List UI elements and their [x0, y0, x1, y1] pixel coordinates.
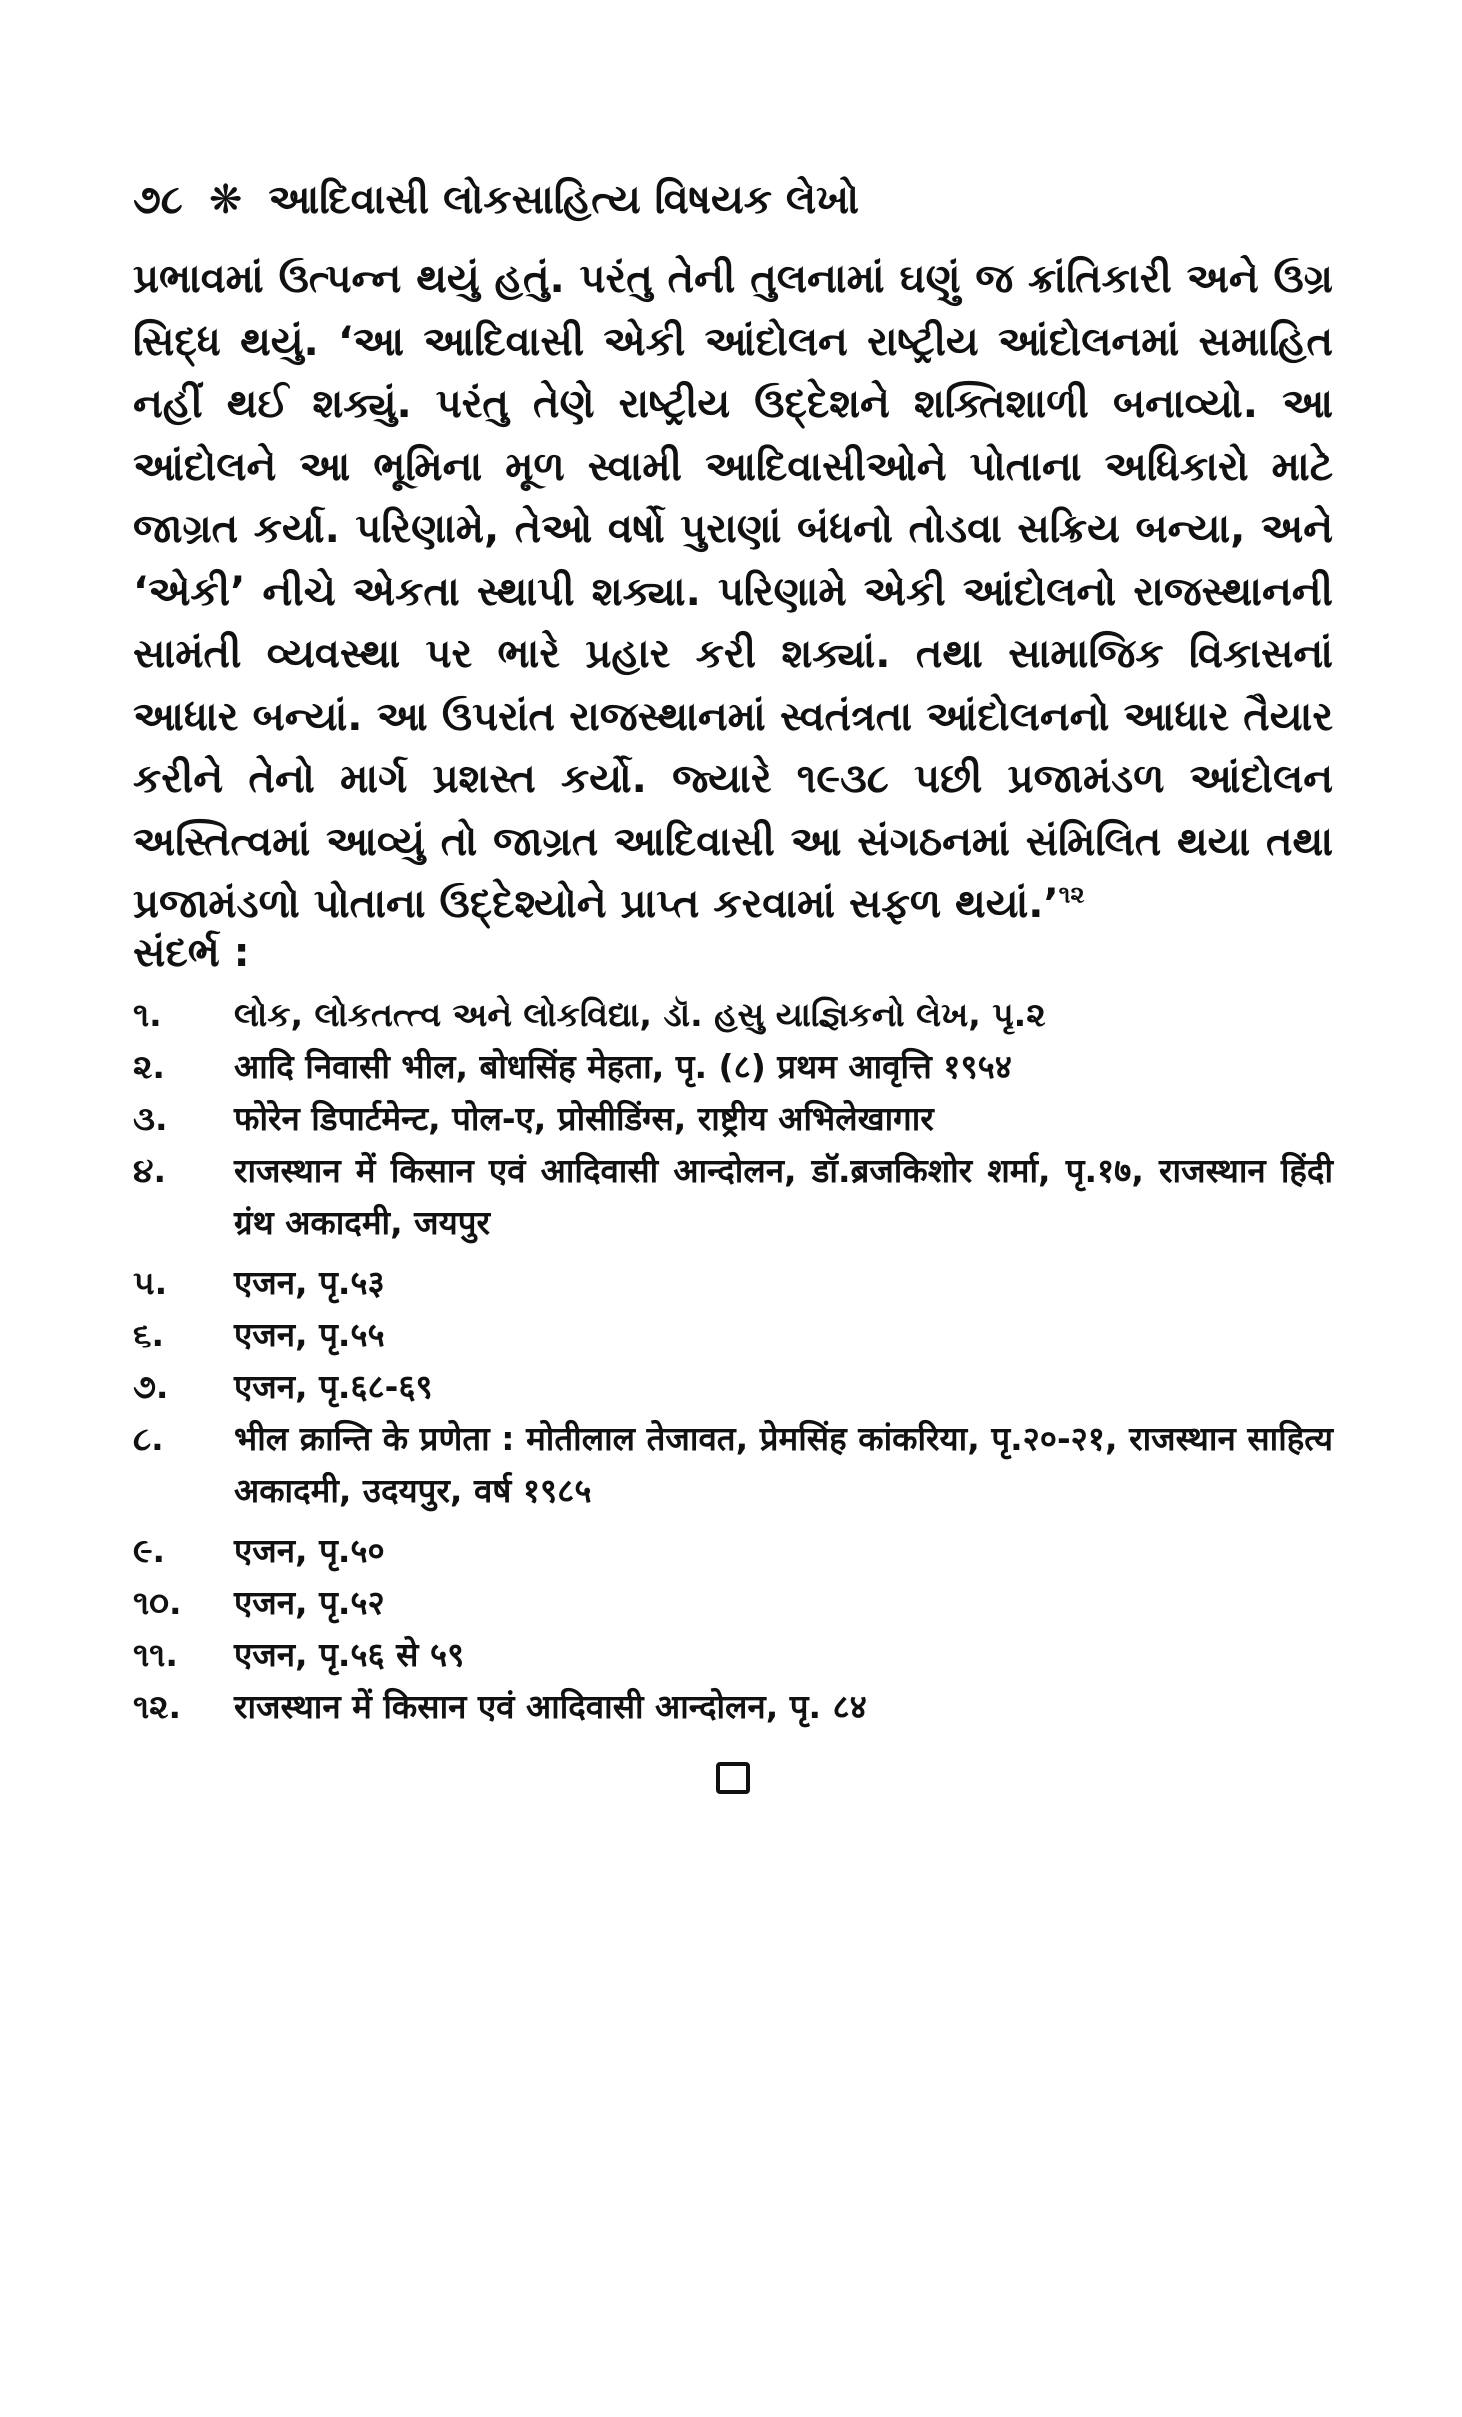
reference-text: एजन, पृ.५५ — [234, 1315, 385, 1354]
reference-number: ૧૧. — [133, 1635, 178, 1674]
reference-item — [133, 989, 1333, 1041]
reference-number: ૩. — [133, 1099, 168, 1138]
reference-text: फोरेन डिपार्टमेन्ट, पोल-ए, प्रोसीडिंग्स, राष्ट्रीय अभिलेखागार — [234, 1099, 934, 1138]
reference-item — [133, 1361, 1333, 1413]
reference-number: ૮. — [133, 1419, 164, 1458]
reference-number: ૯. — [133, 1531, 166, 1570]
reference-item — [133, 1145, 1333, 1253]
reference-text: एजन, पृ.५३ — [234, 1263, 385, 1302]
hollow-square-icon — [716, 1762, 750, 1794]
references-list — [133, 989, 1333, 1733]
reference-text: एजन, पृ.५२ — [234, 1583, 385, 1622]
reference-text: લોક, લોકતત્ત્વ અને લોકવિદ્યા, ડૉ. હસુ યાજ્ઞિકનો લેખ, પૃ.૨ — [234, 995, 1046, 1034]
reference-item — [133, 1257, 1333, 1309]
running-head — [133, 170, 1333, 230]
reference-text: भील क्रान्ति के प्रणेता : मोतीलाल तेजावत, प्रेमसिंह कांकरिया, पृ.२०-२१, राजस्थान साहित्य अकादमी, उदयपुर, वर्ष १९८५ — [234, 1419, 1333, 1510]
reference-text: राजस्थान में किसान एवं आदिवासी आन्दोलन, पृ. ८४ — [234, 1687, 867, 1726]
asterism-icon: ❋ — [208, 177, 243, 223]
reference-number: ૨. — [133, 1047, 165, 1086]
reference-item — [133, 1413, 1333, 1521]
reference-item — [133, 1093, 1333, 1145]
page-number: ૭૮ — [133, 177, 183, 223]
reference-item — [133, 1629, 1333, 1681]
reference-number: ૫. — [133, 1263, 168, 1302]
reference-text: एजन, पृ.५६ से ५९ — [234, 1635, 465, 1674]
reference-text: राजस्थान में किसान एवं आदिवासी आन्दोलन, डॉ.ब्रजकिशोर शर्मा, पृ.१७, राजस्थान हिंदी ग्रंथ अकादमी, जयपुर — [234, 1151, 1333, 1242]
reference-item — [133, 1525, 1333, 1577]
reference-number: ૧૨. — [133, 1687, 182, 1726]
reference-item — [133, 1041, 1333, 1093]
paragraph-text: પ્રભાવમાં ઉત્પન્ન થયું હતું. પરંતુ તેની તુલનામાં ઘણું જ ક્રાંતિકારી અને ઉગ્ર સિદ્ધ થયું. ‘આ આદિવાસી એકી આંદોલન રાષ્ટ્રીય આંદોલનમાં સમાહિત નહીં થઈ શક્યું. પરંતુ તેણે રાષ્ટ્રીય ઉદ્દેશને શક્તિશાળી બનાવ્યો. આ આંદોલને આ ભૂમિના મૂળ સ્વામી આદિવાસીઓને પોતાના અધિકારો માટે જાગ્રત કર્યા. પરિણામે, તેઓ વર્ષો પુરાણાં બંધનો તોડવા સક્રિય બન્યા, અને ‘એકી’ નીચે એકતા સ્થાપી શક્યા. પરિણામે એકી આંદોલનો રાજસ્થાનની સામંતી વ્યવસ્થા પર ભારે પ્રહાર કરી શક્યાં. તથા સામાજિક વિકાસનાં આધાર બન્યાં. આ ઉપરાંત રાજસ્થાનમાં સ્વતંત્રતા આંદોલનનો આધાર તૈયાર કરીને તેનો માર્ગ પ્રશસ્ત કર્યો. જ્યારે ૧૯૩૮ પછી પ્રજામંડળ આંદોલન અસ્તિત્વમાં આવ્યું તો જાગ્રત આદિવાસી આ સંગઠનમાં સંમિલિત થયા તથા પ્રજામંડળો પોતાના ઉદ્દેશ્યોને પ્રાપ્ત કરવામાં સફળ થયાં.’ — [133, 256, 1333, 927]
reference-item — [133, 1577, 1333, 1629]
reference-item — [133, 1309, 1333, 1361]
reference-text: एजन, पृ.६८-६९ — [234, 1367, 433, 1406]
reference-number: ૭. — [133, 1367, 169, 1406]
references-heading: સંદર્ભ : — [133, 930, 250, 976]
reference-number: ૧. — [133, 995, 162, 1034]
footnote-marker: ૧૨ — [1058, 880, 1085, 909]
reference-number: ૬. — [133, 1315, 165, 1354]
reference-text: आदि निवासी भील, बोधसिंह मेहता, पृ. (८) प्रथम आवृत्ति १९५४ — [234, 1047, 1012, 1086]
reference-text: एजन, पृ.५० — [234, 1531, 385, 1570]
book-title: આદિવાસી લોકસાહિત્ય વિષયક લેખો — [268, 177, 860, 223]
body-paragraph — [133, 248, 1333, 936]
reference-number: ૧૦. — [133, 1583, 182, 1622]
reference-number: ૪. — [133, 1151, 166, 1190]
reference-item — [133, 1681, 1333, 1733]
